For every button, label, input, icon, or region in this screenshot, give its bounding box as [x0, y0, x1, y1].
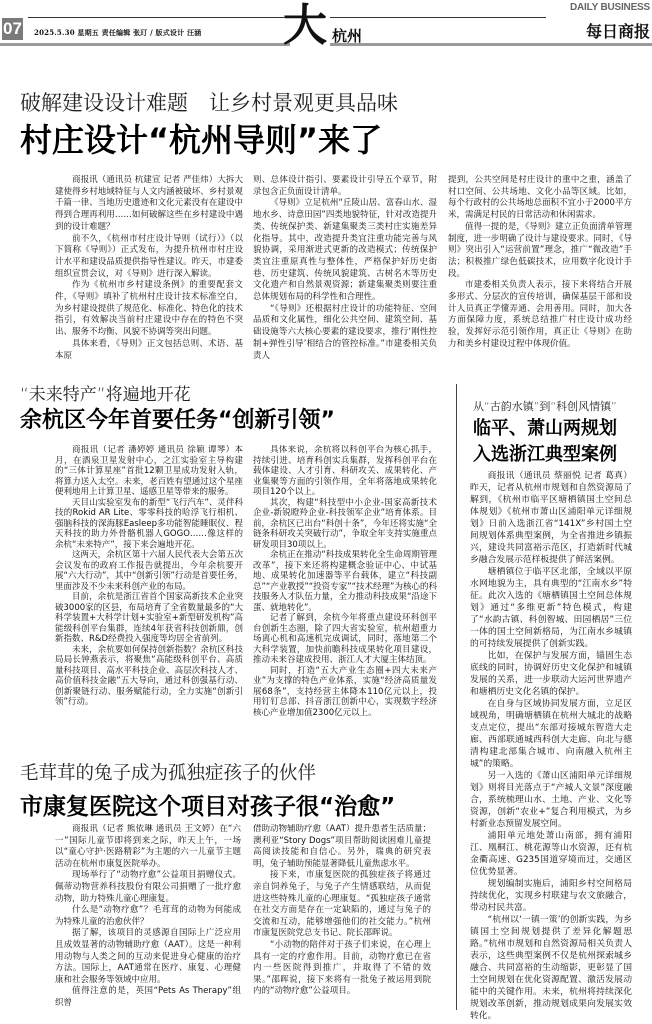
paragraph: 同时，打造“五大产业生态圈+四大未来产业”为支撑的特色产业体系，实施“经济高质量发展68条”，支持经营主体降本110亿元以上，投用钉钉总部、抖音浙江创新中心，实现数字经济核心产业增加值2300亿元以上。: [253, 665, 437, 718]
paragraph: 天目山实验室发布的新型“飞行汽车”、灵伴科技的Rokid AR Lite、零零科技的哈浮飞行相机、强脑科技的深海豚Easleep多功能智能睡眠仪、程天科技的助力外骨骼机器人GOGO……像这样的余杭“未来特产”，接下来会遍地开花。: [55, 497, 243, 550]
article1-title: 村庄设计“杭州导则”来了: [20, 121, 383, 159]
sidebar-body: [470, 470, 632, 1022]
paragraph: 塘栖镇位于临平区北部，全域以平原水网地貌为主，具有典型的“江南水乡”特征。此次入选的《塘栖镇国土空间总体规划》通过“多维更新”特色模式，构建了“水韵古镇、科创智城、田园栖居”三位一体的国土空间新格局，为江南水乡城镇的可持续发展提供了创新实践。: [470, 567, 632, 649]
paragraph: 具体来说，余杭将以科创平台为核心抓手，持续引进、培育科创实兵集群，发挥科创平台在载体建设、人才引育、科研攻关、成果转化、产业集聚等方面的引领作用，全年将落地成果转化项目120个以上。: [253, 445, 437, 497]
paragraph: 市建委相关负责人表示，接下来将结合开展多形式、分层次的宣传培训，确保基层干部和设计人员真正学懂弄通、会用善用。同时，加大各方面保障力度，系统总结推广村庄设计成功经验，发挥好示范引领作用，真正让《导则》在助力和美乡村建设过程中体现价值。: [448, 280, 632, 349]
article2-column-1: [55, 445, 243, 708]
header-rule: [28, 17, 290, 18]
paragraph: 现场举行了“动物疗愈”公益项目捐赠仪式。佩蒂动物营养科技股份有限公司捐赠了一批疗愈动物，助力特殊儿童心理康复。: [55, 870, 241, 904]
article1-column-2: [253, 175, 437, 362]
paragraph: 具体来看，《导则》正文包括总则、术语、基本原: [55, 338, 243, 361]
article1-column-3: [448, 175, 632, 351]
header-rule: [330, 17, 546, 18]
header-rule: [330, 43, 652, 46]
paragraph: 在自身与区域协同发展方面，立足区域视角，明确塘栖镇在杭州大城北的战略支点定位，提出“东部对接城东智造大走廊、西部联通城西科创大走廊、向北与德清构建北部集合城市、向南融入杭州主城”的策略。: [470, 699, 632, 769]
paragraph: 余杭正在推动“科技成果转化全生命周期管理改革”，接下来还将构建概念验证中心、中试基地、成果转化加速器等平台载体，建立“科技副总”“产业教授”“投资专家”“技术经理”为核心的科技服务人才队伍力量，全力推动科技成果“沿途下蛋、就地转化”。: [253, 550, 437, 613]
sidebar-title-line-1: 临平、萧山两规划: [473, 418, 617, 439]
paragraph: 未来，余杭要如何保持创新指数？余杭区科技局局长钟燕表示，将聚焦“高能级科创平台、高质量科技项目、高水平科技企业、高层次科技人才、高价值科技金融”五大导向，通过科创强基行动、创新聚链行动、服务赋能行动，全力实施“创新引领”行动。: [55, 644, 243, 707]
paragraph: 比如，在保护与发展方面，锚固生态底线的同时，协调好历史文化保护和城镇发展的关系，进一步联动大运河世界遗产和塘栖历史文化名镇的保护。: [470, 651, 632, 697]
paragraph: 浦阳单元地处萧山南部，拥有浦阳江、凰桐江、桃花源等山水资源，还有杭金衢高速、G235国道穿境而过，交通区位优势显著。: [470, 831, 632, 877]
paragraph: 目前，余杭是浙江省首个国家高新技术企业突破3000家的区县，布局培育了全省数量最多的“大科学装置+大科学计划+实验室+新型研发机构”高能级科创平台集群，连续4年获省科技创新鼎，创新指数、R&D经费投入强度等均居全省前列。: [55, 592, 243, 644]
section-name: 杭州: [332, 27, 363, 45]
paragraph: “《导则》还根据村庄设计的功能特征、空间品质和文化属性，细化公共空间、建筑空间、基础设施等六大核心要素的建设要求，推行‘刚性控制+弹性引导’相结合的管控标准。”市建委相关负责人: [253, 303, 437, 361]
article3-title: 市康复医院这个项目对孩子很“治愈”: [20, 794, 396, 820]
paragraph: “小动物的陪伴对于孩子们来说，在心理上具有一定的疗愈作用。目前，动物疗愈已在省内一些医院得到推广，并取得了不错的效果。”邵晖说，接下来将有一批兔子被运用到院内的“动物疗愈”公益项目。: [253, 939, 431, 997]
article2-subtitle: “未来特产”将遍地开花: [20, 385, 191, 405]
page-number: 07: [3, 19, 22, 38]
paragraph: 规划编制实施后，浦阳乡村空间格局持续优化，实现乡村联建与农文旅融合，带动村民共富。: [470, 879, 632, 913]
paragraph: 据了解，该项目的灵感源自国际上广泛应用且成效显著的动物辅助疗愈（AAT）。这是一种利用动物与人类之间的互动来促进身心健康的治疗方法。国际上，AAT通常在医疗、康复、心理健康和社会服务等领域中应用。: [55, 928, 241, 985]
paragraph: 商报讯（通讯员 杭建宣 记者 严佳炜）大拆大建使得乡村地域特征与人文内涵被破坏、乡村景观千篇一律、当地历史遗迹和文化元素没有在建设中得到合理再利用……如何破解这些在乡村建设中遇到的设计难题？: [55, 175, 243, 232]
paragraph: 值得一提的是，《导则》建立正负面清单管理制度，进一步明确了设计与建设要求。同时，《导则》突出引入“运营前置”理念，推广“微改造”手法；积极推广绿色低碳技术，应用数字化设计手段。: [448, 221, 632, 279]
paragraph: 则、总体设计指引、要素设计引导五个章节，附录包含正负面设计清单。: [253, 175, 437, 197]
paragraph: 商报讯（通讯员 蔡丽悦 记者 葛真）昨天，记者从杭州市规划和自然资源局了解到，《杭州市临平区塘栖镇国土空间总体规划》《杭州市萧山区浦阳单元详细规划》日前入选浙江省“141X”乡村国土空间规划体系典型案例，为全省推进乡镇振兴，建设共同富裕示范区，打造新时代城乡融合发展示范样板提供了鲜活案例。: [470, 471, 632, 565]
paragraph: 作为《杭州市乡村建设条例》的重要配套文件，《导则》填补了杭州村庄设计技术标准空白，为乡村建设提供了规范化、标准化、特色化的技术指引，有效解决当前村庄建设中存在的特色不突出、服务不均衡、风貌不协调等突出问题。: [55, 280, 243, 338]
paragraph: 提到，公共空间是村庄设计的重中之重，涵盖了村口空间、公共场地、文化小品等区域。比如，每个行政村的公共场地总面积不宜小于2000平方米，需满足村民的日常活动和休闲需求。: [448, 175, 632, 221]
paragraph: 什么是“动物疗愈”？毛茸茸的动物为何能成为特殊儿童的治愈伙伴？: [55, 905, 241, 927]
sidebar-title-line-2: 入选浙江典型案例: [473, 444, 617, 465]
article3-subtitle: 毛茸茸的兔子成为孤独症孩子的伙伴: [20, 763, 317, 784]
paragraph: 另一入选的《萧山区浦阳单元详细规划》则将目光落点于“产城人文景”深度融合，系统梳理山水、土地、产业、文化等资源，创新“农业+”复合利用模式，为乡村新业态预留发展空间。: [470, 771, 632, 829]
paragraph: 这两天，余杭区第十六届人民代表大会第五次会议发布的政府工作报告就提出，今年余杭要开展“六大行动”，其中“创新引领”行动是首要任务，里面涉及不少未来科创产业的布局。: [55, 550, 243, 592]
dateline: 2025.5.30 星期五 责任编辑 张玎 / 版式设计 汪涵: [34, 28, 202, 37]
header-rule: [0, 43, 290, 46]
sidebar-subtitle: 从“古韵水镇”到“科创风情镇”: [473, 400, 617, 413]
article1-subtitle: 破解建设设计难题 让乡村景观更具品味: [20, 91, 398, 115]
paper-name-en: DAILY BUSINESS: [569, 2, 650, 13]
article3-column-1: [55, 824, 241, 1010]
paragraph: 借助动物辅助疗愈（AAT）提升患者生活质量；澳利亚“Story Dogs”项目帮助阅读困难儿童提高阅读技能和自信心。另外，瑞典的研究表明，兔子辅助预能显著降低儿童焦虑水平。: [253, 824, 431, 869]
section-emblem: 大: [283, 0, 327, 51]
paragraph: 商报讯（记者 熊依琳 通讯员 王文婷）在“六一”国际儿童节即将到来之际，昨天上午，一场以“童心守护·医路精彩”为主题的六一儿童节主题活动在杭州市康复医院举办。: [55, 824, 241, 869]
column-divider: [456, 384, 457, 1010]
paragraph: “杭州以‘一镇一策’的创新实践，为乡镇国土空间规划提供了差异化解题思路。”杭州市规划和自然资源局相关负责人表示，这些典型案例不仅是杭州探索城乡融合、共同富裕的生动缩影，更彰显了国土空间规划在优化资源配置、激活发展动能中的关键作用。未来，杭州将持续深化规划改革创新，推动规划成果向发展实效转化。: [470, 915, 632, 1021]
article2-title: 余杭区今年首要任务“创新引领”: [20, 408, 335, 433]
article1-column-1: [55, 175, 243, 362]
paragraph: 《导则》立足杭州“丘陵山居、富春山水、湿地水乡、诗意田园”四类地貌特征，针对改造提升类、传统保护类、新建集聚类三类村庄实施差异化指导。其中，改造提升类宜注重功能完善与风貌协调，采用渐进式更新的改造模式；传统保护类宜注重原真性与整体性，严格保护好历史街巷、历史建筑、传统风貌建筑、古树名木等历史文化遗产和自然景观资源；新建集聚类则要注重总体规划布局的科学性和合理性。: [253, 198, 437, 303]
paragraph: 接下来，市康复医院的孤独症孩子将通过亲自饲养兔子，与兔子产生情感联结，从而促进这些特殊儿童的心理康复。“孤独症孩子通常在社交方面是存在一定缺陷的，通过与兔子的交流和互动，能够增强他们的社交能力。”杭州市康复医院党总支书记、院长邵晖说。: [253, 870, 431, 939]
paragraph: 其次，构建“科技型中小企业-国家高新技术企业-新锐瞪羚企业-科技领军企业”培育体系。目前，余杭区已出台“科创十条”，今年还将实施“全链条科研攻关突破行动”，争取全年支持实施重点研发项目30项以上。: [253, 497, 437, 550]
paragraph: 记者了解到，余杭今年将重点建设环科创平台创新生态圈，除了四大省实验室，杭州超重力场离心机和高速机完成调试，同时，落地第二个大科学装置，加快前瞻科技成果转化项目建设，推动未来谷建成投用、浙江人才大厦主体结顶。: [253, 613, 437, 665]
paper-name-cn: 每日商报: [585, 22, 650, 41]
article3-column-2: [253, 824, 431, 998]
paragraph: 前不久，《杭州市村庄设计导则（试行）》（以下简称《导则》）正式发布，为提升杭州市村庄设计水平和建设品质提供指导性建议。昨天，市建委组织宣贯会议，对《导则》进行深入解读。: [55, 233, 243, 279]
article2-column-2: [253, 445, 437, 718]
paragraph: 值得注意的是，英国“Pets As Therapy”组织曾: [55, 986, 241, 1008]
paragraph: 商报讯（记者 潘婷婷 通讯员 徐颖 谭琴）本月，在酒泉卫星发射中心，之江实验室主导构建的“三体计算星座”首批12颗卫星成功发射入轨，将算力送入太空。未来，老百姓有望通过这个星座便利地用上计算卫星、遥感卫星等带来的服务。: [55, 445, 243, 497]
